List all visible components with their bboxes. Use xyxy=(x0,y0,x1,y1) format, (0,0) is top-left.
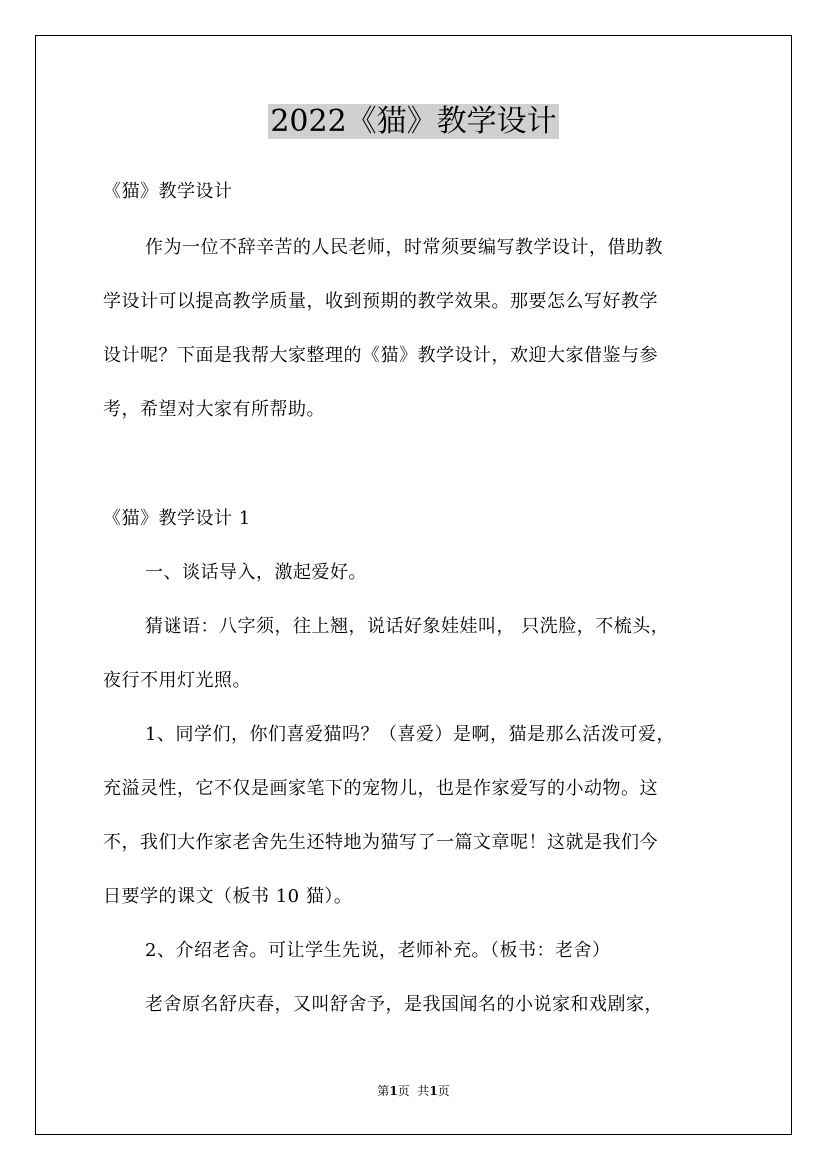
paragraph-line: 一、谈话导入，激起爱好。 xyxy=(145,562,367,583)
footer-suffix: 页 xyxy=(437,1084,450,1098)
document-title: 2022《猫》教学设计 xyxy=(270,104,557,139)
paragraph-line: 充溢灵性，它不仅是画家笔下的宠物儿，也是作家爱写的小动物。这 xyxy=(103,778,658,799)
paragraph-line: 2、介绍老舍。可让学生先说，老师补充。（板书：老舍） xyxy=(145,940,611,961)
paragraph-line: 夜行不用灯光照。 xyxy=(103,670,251,691)
footer-mid: 页 共 xyxy=(397,1084,430,1098)
paragraph-line: 日要学的课文（板书 10 猫）。 xyxy=(103,886,353,907)
paragraph-line: 学设计可以提高教学质量，收到预期的教学效果。那要怎么写好教学 xyxy=(103,291,658,312)
paragraph-line: 老舍原名舒庆春，又叫舒舍予，是我国闻名的小说家和戏剧家， xyxy=(145,994,663,1015)
section-heading: 《猫》教学设计 1 xyxy=(103,508,251,529)
footer-total-pages: 1 xyxy=(429,1084,438,1098)
paragraph-line: 设计呢？下面是我帮大家整理的《猫》教学设计，欢迎大家借鉴与参 xyxy=(103,345,658,366)
document-title-wrap xyxy=(0,100,827,144)
footer-page-number: 1 xyxy=(389,1084,398,1098)
paragraph-line: 1、同学们，你们喜爱猫吗？（喜爱）是啊，猫是那么活泼可爱， xyxy=(145,724,675,745)
subtitle: 《猫》教学设计 xyxy=(103,181,233,202)
paragraph-line: 考，希望对大家有所帮助。 xyxy=(103,399,325,420)
paragraph-line: 猜谜语：八字须，往上翘，说话好象娃娃叫， 只洗脸，不梳头， xyxy=(145,616,670,637)
paragraph-line: 作为一位不辞辛苦的人民老师，时常须要编写教学设计，借助教 xyxy=(145,237,663,258)
footer-prefix: 第 xyxy=(377,1084,390,1098)
page-footer xyxy=(0,1083,827,1099)
paragraph-line: 不，我们大作家老舍先生还特地为猫写了一篇文章呢！这就是我们今 xyxy=(103,832,658,853)
